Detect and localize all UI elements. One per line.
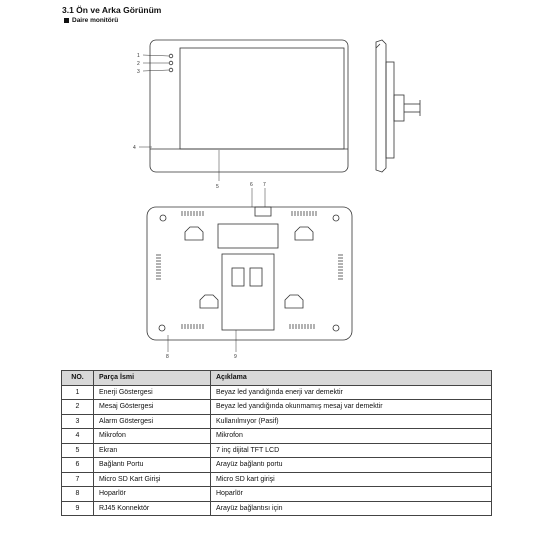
cell-part-name: RJ45 Konnektör <box>94 501 211 516</box>
cell-part-name: Mesaj Göstergesi <box>94 400 211 415</box>
callout-5: 5 <box>216 184 219 190</box>
header-part-name: Parça İsmi <box>94 371 211 386</box>
cell-no: 8 <box>62 487 94 502</box>
cell-description: Mikrofon <box>211 429 492 444</box>
table-row <box>62 443 492 458</box>
grille-right <box>338 255 343 279</box>
terminal-block <box>222 254 274 330</box>
back-callouts <box>166 182 266 360</box>
screw-tr <box>333 215 339 221</box>
cell-part-name: Alarm Göstergesi <box>94 414 211 429</box>
cell-part-name: Micro SD Kart Girişi <box>94 472 211 487</box>
callout-7: 7 <box>263 182 266 188</box>
callout-8: 8 <box>166 354 169 360</box>
front-screen <box>180 48 344 149</box>
cell-description: Beyaz led yandığında okunmamış mesaj var demektir <box>211 400 492 415</box>
grille-bottom-left <box>182 324 203 329</box>
cell-part-name: Bağlantı Portu <box>94 458 211 473</box>
connection-port <box>255 207 271 216</box>
cell-no: 1 <box>62 385 94 400</box>
mount-hole-top-left <box>185 227 203 240</box>
front-view <box>139 40 348 181</box>
cell-no: 4 <box>62 429 94 444</box>
cell-description: Kullanılmıyor (Pasif) <box>211 414 492 429</box>
speaker-grilles <box>156 211 343 329</box>
callout-6: 6 <box>250 182 253 188</box>
cell-description: Hoparlör <box>211 487 492 502</box>
side-view <box>376 40 420 172</box>
header-description: Açıklama <box>211 371 492 386</box>
table-row <box>62 472 492 487</box>
led-power <box>169 54 173 58</box>
table-row <box>62 429 492 444</box>
callout-9: 9 <box>234 354 237 360</box>
table-header-row <box>62 371 492 386</box>
mount-hole-bottom-left <box>200 295 218 308</box>
table-row <box>62 501 492 516</box>
cell-no: 6 <box>62 458 94 473</box>
micro-sd-slot <box>232 268 244 286</box>
cell-no: 9 <box>62 501 94 516</box>
cell-description: Arayüz bağlantı portu <box>211 458 492 473</box>
grille-top-right <box>292 211 316 216</box>
back-view <box>147 188 352 352</box>
screw-bl <box>159 325 165 331</box>
cell-description: 7 inç dijital TFT LCD <box>211 443 492 458</box>
cell-part-name: Enerji Göstergesi <box>94 385 211 400</box>
table-row <box>62 385 492 400</box>
section-title: 3.1 Ön ve Arka Görünüm <box>62 5 162 15</box>
side-body <box>376 40 386 172</box>
table-row <box>62 400 492 415</box>
cell-description: Beyaz led yandığında enerji var demektir <box>211 385 492 400</box>
cell-no: 7 <box>62 472 94 487</box>
table-row <box>62 458 492 473</box>
callout-1: 1 <box>137 53 140 59</box>
cell-description: Arayüz bağlantısı için <box>211 501 492 516</box>
header-no: NO. <box>62 371 94 386</box>
callout-2: 2 <box>137 61 140 67</box>
led-message <box>169 61 173 65</box>
grille-bottom-right <box>290 324 314 329</box>
grille-top-left <box>182 211 203 216</box>
table-row <box>62 414 492 429</box>
callout-3: 3 <box>137 69 140 75</box>
callout-4: 4 <box>133 145 136 151</box>
parts-table <box>61 370 492 516</box>
side-back <box>386 62 394 158</box>
back-housing <box>147 207 352 340</box>
screw-tl <box>160 215 166 221</box>
cell-no: 3 <box>62 414 94 429</box>
mount-hole-top-right <box>295 227 313 240</box>
cell-description: Micro SD kart girişi <box>211 472 492 487</box>
front-callouts <box>133 53 219 190</box>
cell-part-name: Ekran <box>94 443 211 458</box>
table-body <box>62 385 492 516</box>
cell-no: 5 <box>62 443 94 458</box>
subtitle-text: Daire monitörü <box>72 17 119 24</box>
cell-part-name: Mikrofon <box>94 429 211 444</box>
side-bracket <box>394 95 404 121</box>
screw-br <box>333 325 339 331</box>
label-plate <box>218 224 278 248</box>
table-row <box>62 487 492 502</box>
cell-part-name: Hoparlör <box>94 487 211 502</box>
cell-no: 2 <box>62 400 94 415</box>
led-alarm <box>169 68 173 72</box>
mount-hole-bottom-right <box>285 295 303 308</box>
grille-left <box>156 255 161 279</box>
